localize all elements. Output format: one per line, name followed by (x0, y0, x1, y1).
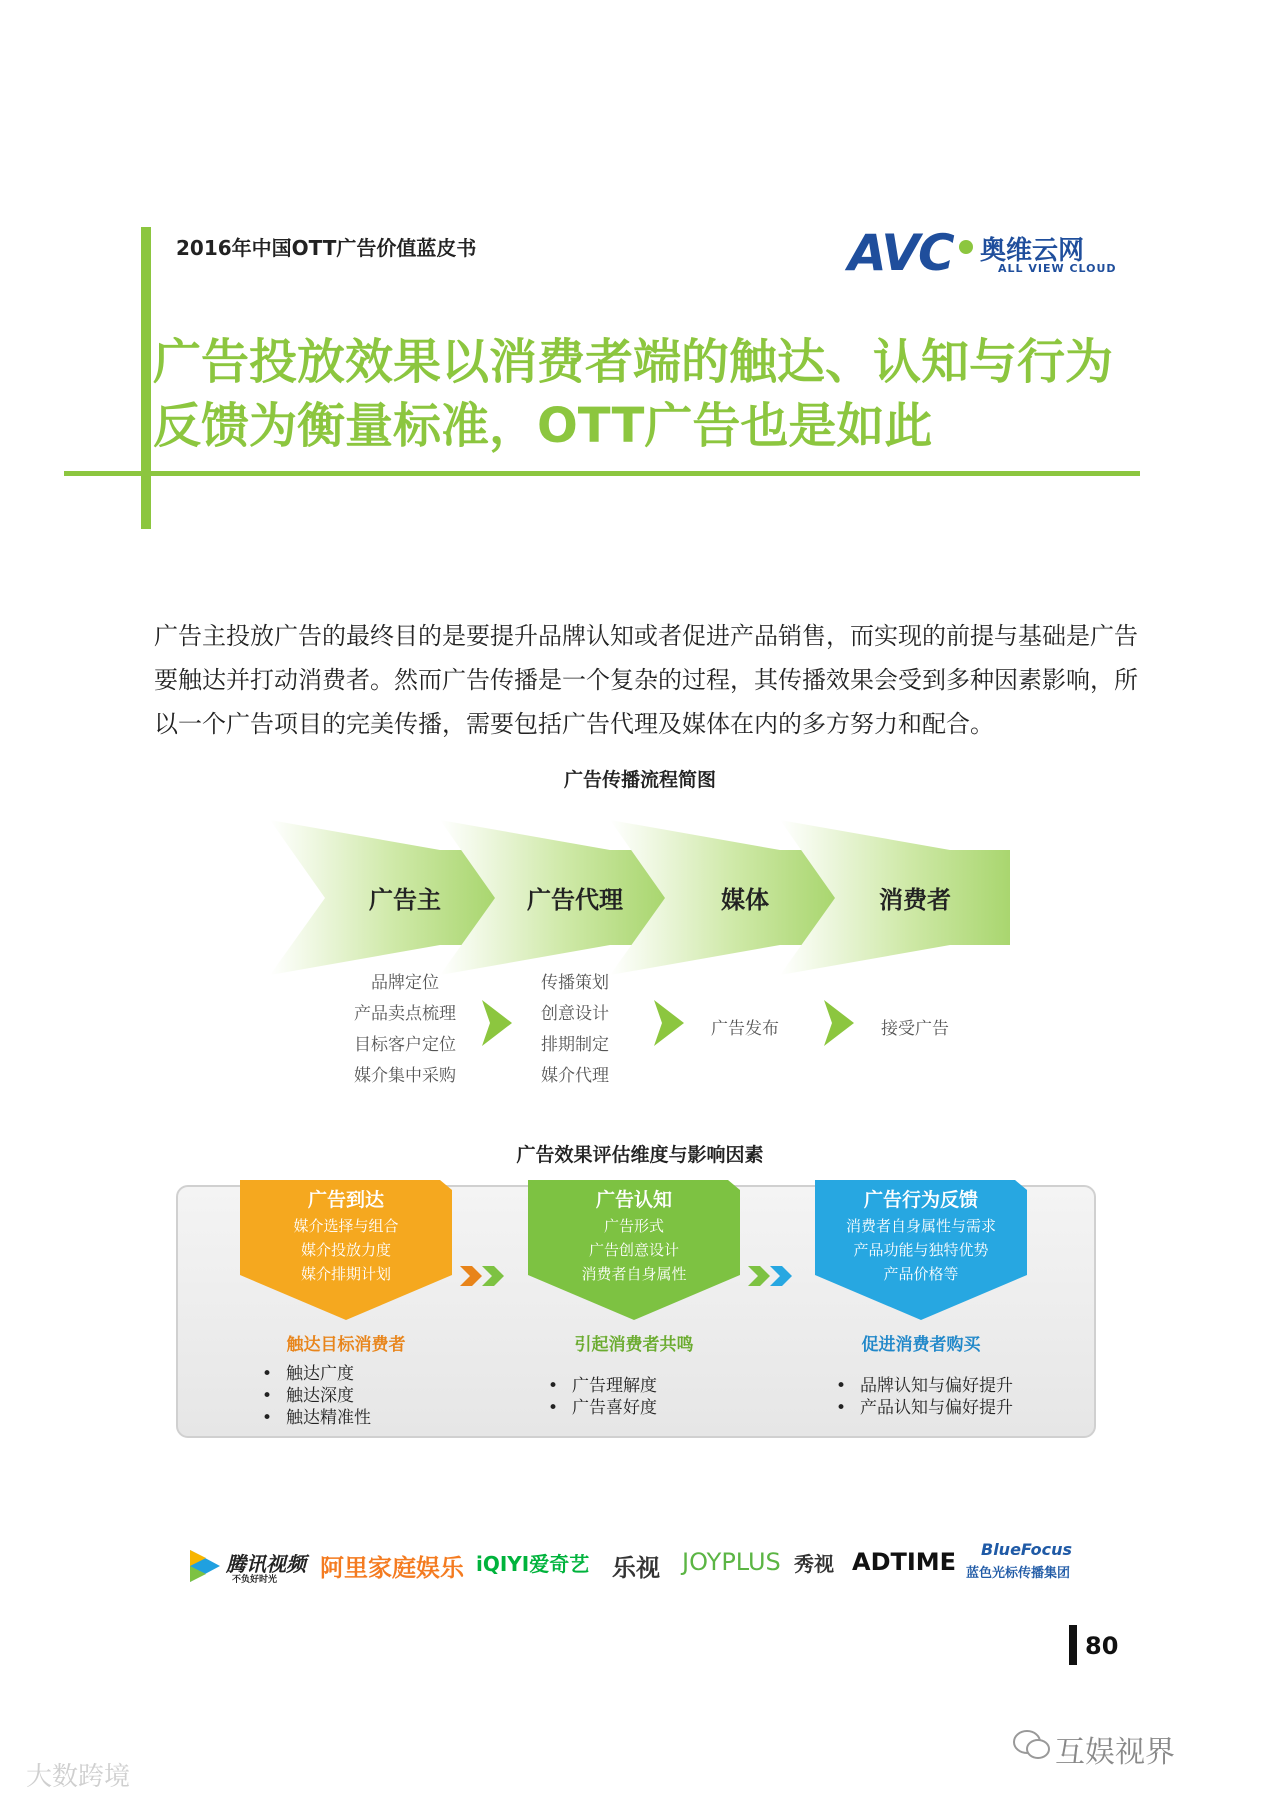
double-chevron-icon (748, 1266, 794, 1286)
headline-line-2: 反馈为衡量标准，OTT广告也是如此 (153, 398, 933, 454)
stage-label-advertiser: 广告主 (369, 886, 441, 914)
logo-dot-icon (959, 240, 973, 254)
logo-mark: AVC (848, 224, 953, 282)
list-item: 目标客户定位 (354, 1035, 456, 1055)
partner-tencent-tagline: 不负好时光 (232, 1575, 278, 1585)
stage-label-agency: 广告代理 (527, 886, 623, 914)
list-item: 广告发布 (711, 1019, 779, 1039)
bullet-item: • 触达广度 (262, 1363, 371, 1385)
list-item: 媒介集中采购 (354, 1066, 456, 1086)
headline-line-1: 广告投放效果以消费者端的触达、认知与行为 (153, 334, 1114, 390)
card-bullets (262, 1363, 371, 1429)
list-item: 媒介代理 (541, 1066, 609, 1086)
intro-paragraph: 广告主投放广告的最终目的是要提升品牌认知或者促进产品销售，而实现的前提与基础是广告要触达并打动消费者。然而广告传播是一个复杂的过程，其传播效果会受到多种因素影响，所以一个广告项目的完美传播，需要包括广告代理及媒体在内的多方努力和配合。 (154, 622, 1138, 738)
partner-adtime: ADTIME (852, 1548, 957, 1576)
logo-chinese-name: 奥维云网 (980, 236, 1085, 266)
card-goal: 促进消费者购买 (861, 1335, 981, 1355)
card-line: 媒介选择与组合 (293, 1217, 399, 1235)
shield-cognition-text (528, 1186, 740, 1286)
card-line: 消费者自身属性与需求 (845, 1217, 996, 1235)
accent-vertical-bar (141, 227, 151, 529)
stage-items-advertiser (320, 968, 490, 1092)
flow-arrow-icon (480, 998, 514, 1048)
accent-horizontal-bar (64, 471, 1140, 476)
flow-diagram-title: 广告传播流程简图 (563, 769, 716, 791)
logo-english-name: ALL VIEW CLOUD (998, 262, 1117, 275)
card-title: 广告行为反馈 (863, 1189, 978, 1211)
shield-reach-text (240, 1186, 452, 1286)
card-title: 广告到达 (307, 1189, 384, 1211)
partner-bluefocus: BlueFocus (981, 1540, 1072, 1559)
bullet-item: • 触达深度 (262, 1385, 371, 1407)
card-line: 产品价格等 (883, 1265, 959, 1283)
partner-letv: 乐视 (612, 1554, 660, 1582)
flow-arrow-icon (652, 998, 686, 1048)
stage-items-agency (490, 968, 660, 1092)
headline (153, 330, 1143, 458)
bullet-item: • 广告理解度 (548, 1375, 657, 1397)
stage-label-consumer: 消费者 (879, 886, 951, 914)
card-bullets (548, 1375, 657, 1419)
card-line: 媒介投放力度 (300, 1241, 391, 1259)
list-item: 传播策划 (541, 973, 609, 993)
partner-joyplus: JOYPLUS (682, 1548, 781, 1576)
double-chevron-icon (460, 1266, 506, 1286)
list-item: 品牌定位 (371, 973, 439, 993)
partner-xiushi: 秀视 (794, 1552, 834, 1576)
flow-arrow-icon (822, 998, 856, 1048)
wechat-icon (1012, 1728, 1052, 1762)
list-item: 产品卖点梳理 (354, 1004, 456, 1024)
watermark-right: 互娱视界 (1055, 1735, 1175, 1770)
page-number-bar (1069, 1625, 1077, 1665)
card-line: 广告形式 (603, 1217, 664, 1235)
partner-ali-home: 阿里家庭娱乐 (320, 1554, 464, 1582)
card-line: 产品功能与独特优势 (853, 1241, 989, 1259)
stage-label-media: 媒体 (721, 886, 769, 914)
tencent-video-play-icon (186, 1548, 222, 1584)
bullet-item: • 产品认知与偏好提升 (836, 1397, 1013, 1419)
bullet-item: • 品牌认知与偏好提升 (836, 1375, 1013, 1397)
bullet-item: • 广告喜好度 (548, 1397, 657, 1419)
list-item: 创意设计 (541, 1004, 609, 1024)
page-number: 80 (1085, 1632, 1119, 1660)
card-bullets (836, 1375, 1013, 1419)
card-title: 广告认知 (595, 1189, 672, 1211)
list-item: 排期制定 (541, 1035, 609, 1055)
card-line: 广告创意设计 (588, 1241, 679, 1259)
partner-iqiyi: iQIYI爱奇艺 (476, 1552, 590, 1576)
partner-tencent-video: 腾讯视频 (226, 1552, 306, 1576)
watermark-left: 大数跨境 (26, 1762, 131, 1792)
card-goal: 触达目标消费者 (286, 1335, 406, 1355)
card-line: 消费者自身属性 (581, 1265, 687, 1283)
bullet-item: • 触达精准性 (262, 1407, 371, 1429)
list-item: 接受广告 (881, 1019, 949, 1039)
card-line: 媒介排期计划 (300, 1265, 391, 1283)
avc-logo (848, 224, 1148, 288)
shield-behavior-text (815, 1186, 1027, 1286)
evaluation-title: 广告效果评估维度与影响因素 (516, 1144, 764, 1166)
partner-logos (186, 1540, 1086, 1590)
card-goal: 引起消费者共鸣 (574, 1335, 694, 1355)
document-title: 2016年中国OTT广告价值蓝皮书 (176, 236, 477, 260)
partner-bluefocus-tagline: 蓝色光标传播集团 (966, 1566, 1071, 1581)
